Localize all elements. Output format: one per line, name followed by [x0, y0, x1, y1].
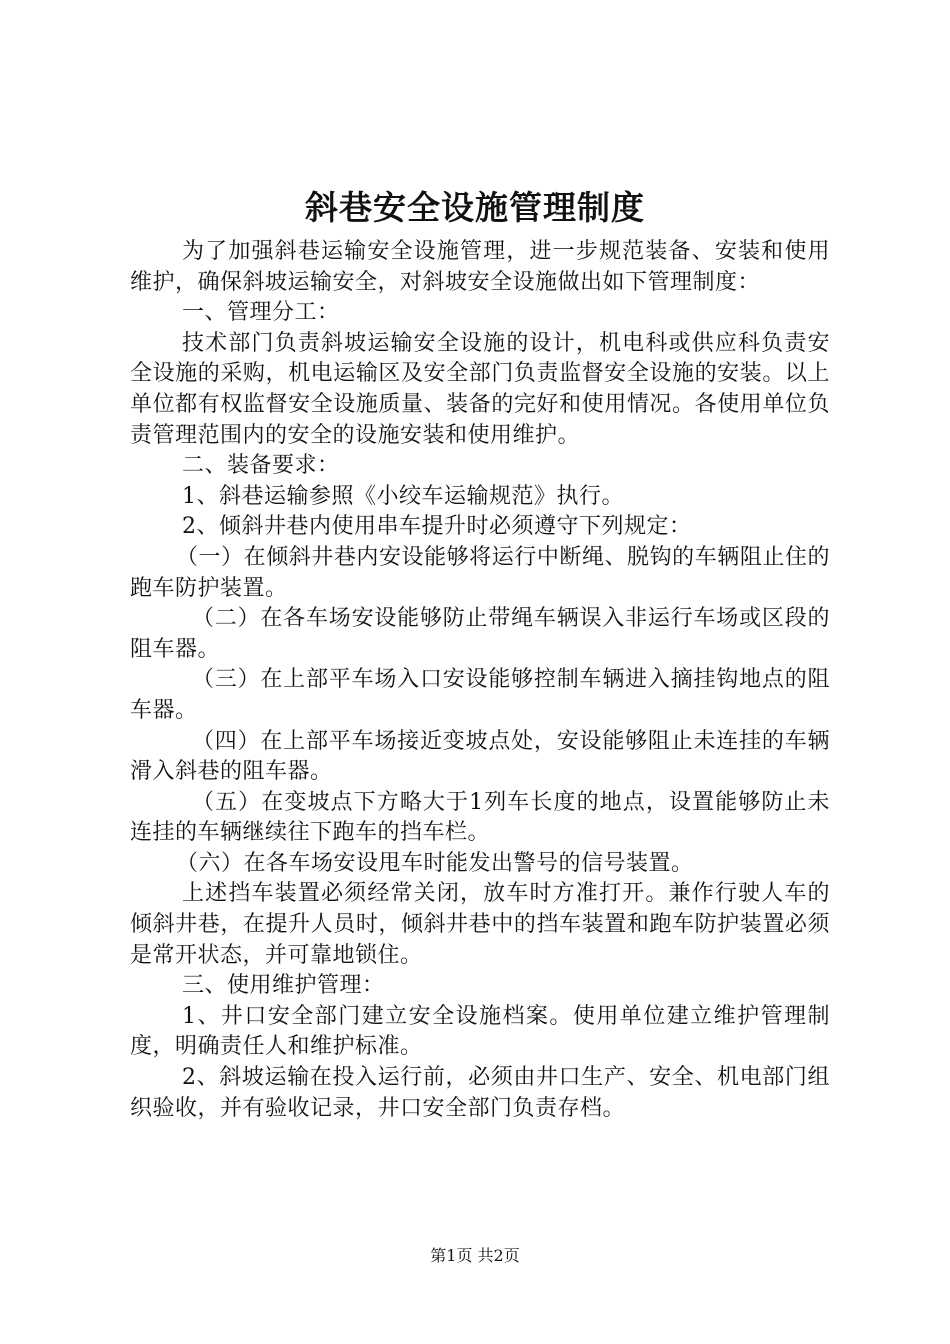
document-title: 斜巷安全设施管理制度 [305, 188, 645, 227]
division-paragraph: 技术部门负责斜坡运输安全设施的设计，机电科或供应科负责安全设施的采购，机电运输区及安全部门负责监督安全设施的安装。以上单位都有权监督安全设施质量、装备的完好和使用情况。各使用单位负责管理范围内的安全的设施安装和使用维护。 [130, 330, 830, 448]
rule-item-2: （二）在各车场安设能够防止带绳车辆误入非运行车场或区段的阻车器。 [130, 606, 830, 662]
rule-item-6: （六）在各车场安设甩车时能发出警号的信号装置。 [176, 850, 694, 876]
maintenance-item-1: 1、井口安全部门建立安全设施档案。使用单位建立维护管理制度，明确责任人和维护标准。 [130, 1003, 830, 1060]
rule-item-5: （五）在变坡点下方略大于1列车长度的地点，设置能够防止未连挂的车辆继续往下跑车的挡车栏。 [130, 789, 830, 846]
section-heading-equipment: 二、装备要求： [182, 453, 340, 479]
rule-item-4: （四）在上部平车场接近变坡点处，安设能够阻止未连挂的车辆滑入斜巷的阻车器。 [130, 728, 830, 785]
section-heading-maintenance: 三、使用维护管理： [182, 973, 385, 999]
equipment-item-2: 2、倾斜井巷内使用串车提升时必须遵守下列规定： [182, 514, 692, 540]
document-body [130, 237, 830, 1124]
section-heading-division: 一、管理分工： [182, 300, 340, 326]
equipment-item-1: 1、斜巷运输参照《小绞车运输规范》执行。 [182, 483, 624, 509]
maintenance-item-2: 2、斜坡运输在投入运行前，必须由井口生产、安全、机电部门组织验收，并有验收记录，井口安全部门负责存档。 [130, 1065, 830, 1121]
rule-item-1: （一）在倾斜井巷内安设能够将运行中断绳、脱钩的车辆阻止住的跑车防护装置。 [130, 544, 830, 601]
barrier-paragraph: 上述挡车装置必须经常关闭，放车时方准打开。兼作行驶人车的倾斜井巷，在提升人员时，倾斜井巷中的挡车装置和跑车防护装置必须是常开状态，并可靠地锁住。 [130, 881, 830, 968]
rule-item-3: （三）在上部平车场入口安设能够控制车辆进入摘挂钩地点的阻车器。 [130, 667, 830, 723]
intro-paragraph: 为了加强斜巷运输安全设施管理，进一步规范装备、安装和使用维护，确保斜坡运输安全，对斜坡安全设施做出如下管理制度： [130, 239, 830, 295]
page-footer: 第1页 共2页 [430, 1246, 520, 1265]
